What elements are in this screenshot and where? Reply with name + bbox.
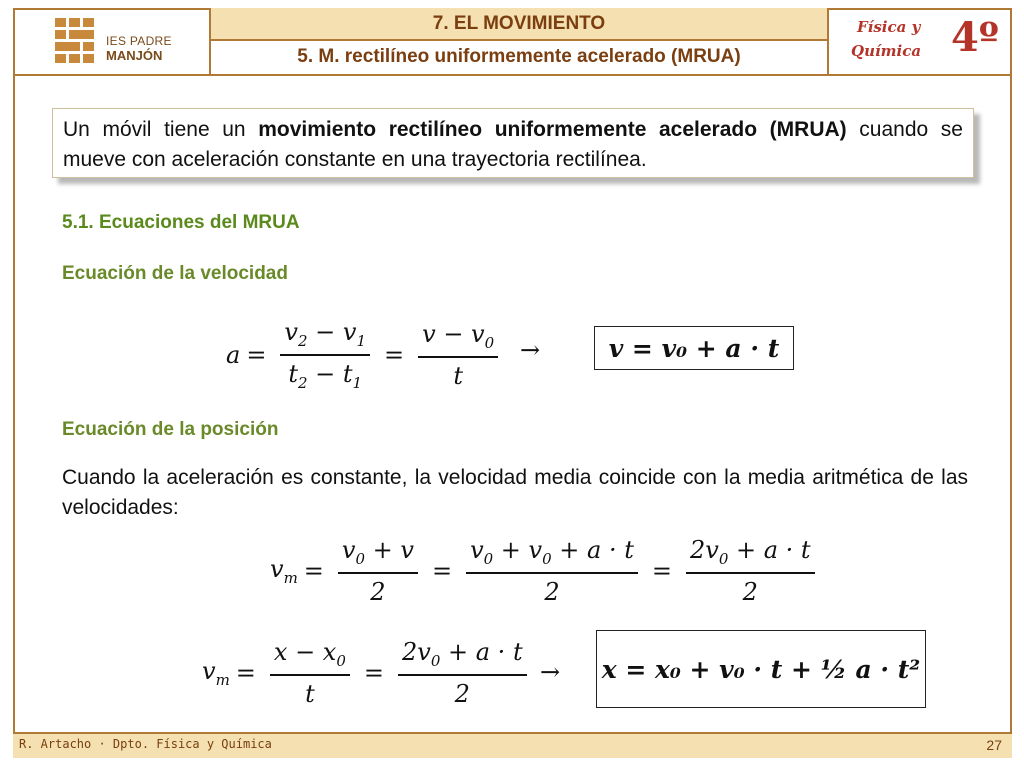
position-equation-box <box>596 630 926 708</box>
grade-label: 4º <box>951 14 999 61</box>
position-equation: x = x₀ + v₀ · t + ½ a · t² <box>601 654 921 684</box>
velocity-equation-box <box>594 326 794 370</box>
logo-text-line2: MANJÓN <box>106 48 163 63</box>
subject-line1: Física y <box>857 18 921 36</box>
unit-title: 7. EL MOVIMIENTO <box>211 8 827 41</box>
lesson-subtitle: 5. M. rectilíneo uniformemente acelerado (MRUA) <box>211 41 827 74</box>
logo-grid-icon <box>55 18 95 64</box>
definition-term: movimiento rectilíneo uniformemente acelerado (MRUA) <box>258 118 847 141</box>
footer-author: R. Artacho · Dpto. Física y Química <box>19 737 272 751</box>
logo-text-line1: IES PADRE <box>106 34 172 48</box>
subject-line2: Química <box>851 42 922 60</box>
subject-badge <box>829 8 1012 74</box>
velocity-heading: Ecuación de la velocidad <box>62 263 288 284</box>
section-heading: 5.1. Ecuaciones del MRUA <box>62 212 300 233</box>
acceleration-definition-equation: a = $\frac{v_2 - v_1}{t_2 - t_1}$ = $\frac{v - v_0}{t}$ <box>226 318 506 392</box>
mean-velocity-equation: $v_m$ = $\frac{v_0 + v}{2}$ = $\frac{v_0 + v_0 + a \cdot t}{2}$ = $\frac{2v_0 + a \cdot t}{2}$ <box>270 536 823 606</box>
arrow-icon: → <box>520 336 541 364</box>
page-number: 27 <box>986 737 1002 753</box>
slide-footer <box>13 734 1012 758</box>
title-cell <box>211 8 829 74</box>
slide-header <box>13 8 1012 74</box>
mean-velocity-position-equation: $v_m$ = $\frac{x - x_0}{t}$ = $\frac{2v_0 + a \cdot t}{2}$ <box>202 638 535 708</box>
school-logo <box>13 8 211 74</box>
definition-text-start: Un móvil tiene un <box>63 118 259 141</box>
position-explanation: Cuando la aceleración es constante, la velocidad media coincide con la media aritmética de las velocidades: <box>62 466 968 519</box>
definition-box <box>52 108 974 178</box>
definition-text-end: cuando se mueve con aceleración constante en una trayectoria rectilínea. <box>63 118 963 171</box>
velocity-equation: v = v₀ + a · t <box>608 333 780 363</box>
header-divider <box>13 74 1012 76</box>
arrow-icon: → <box>540 658 561 686</box>
position-heading: Ecuación de la posición <box>62 419 279 440</box>
